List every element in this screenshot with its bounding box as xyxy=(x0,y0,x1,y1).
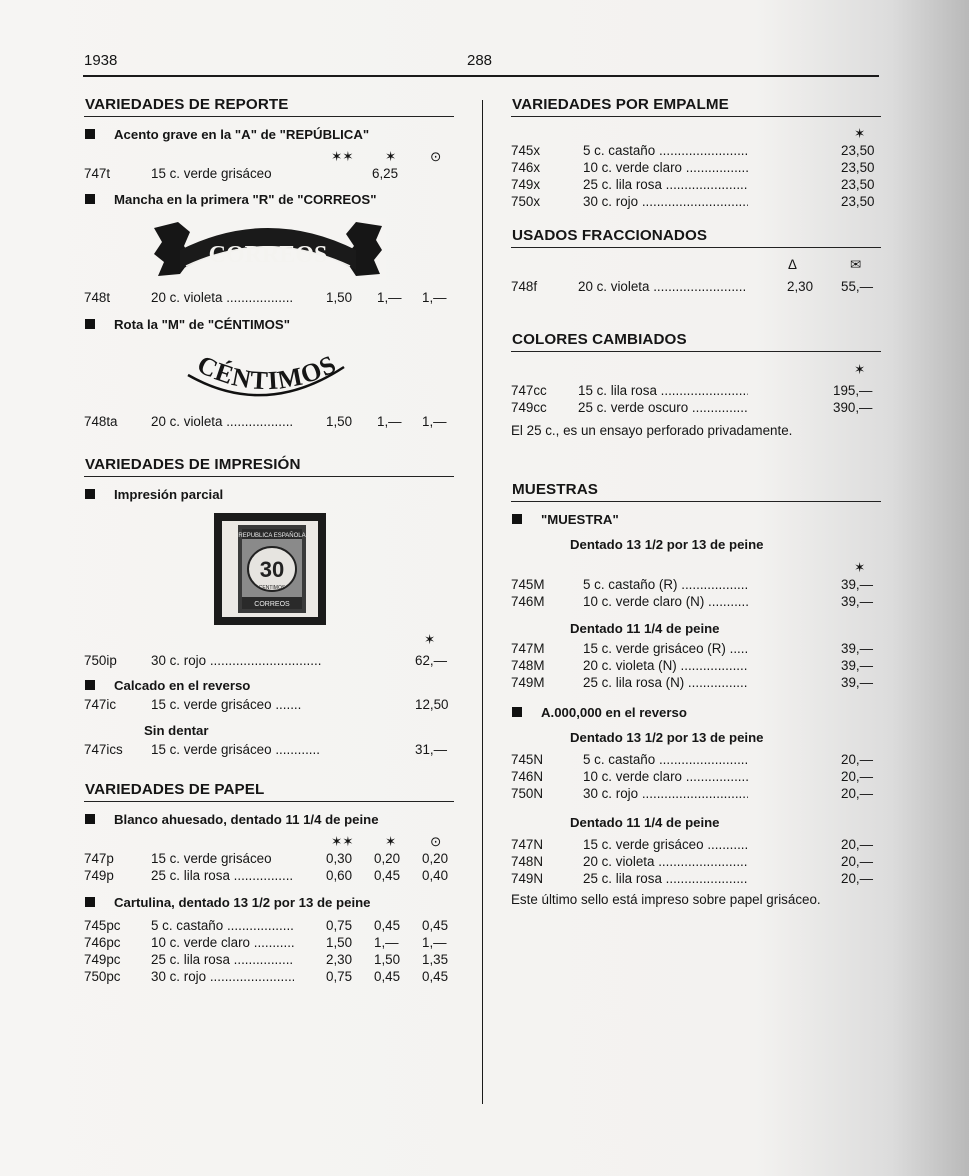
table-row: 749pc 25 c. lila rosa ..... 2,30 1,50 1,35 xyxy=(84,951,454,968)
table-row: 745N 5 c. castaño ..... 20,— xyxy=(511,751,881,768)
section-title-empalme: VARIEDADES POR EMPALME xyxy=(511,96,881,117)
page-number: 288 xyxy=(467,52,493,69)
section-title-fraccionados: USADOS FRACCIONADOS xyxy=(511,227,881,248)
table-row: 746M 10 c. verde claro (N) ..... 39,— xyxy=(511,593,881,610)
table-row: 747p 15 c. verde grisáceo 0,30 0,20 0,20 xyxy=(84,851,449,866)
bullet-square-icon xyxy=(85,680,95,690)
column-symbols: ✶ xyxy=(854,362,866,377)
a000-d2-table xyxy=(511,836,881,887)
subsection-cartulina: Cartulina, dentado 13 1/2 por 13 de peine xyxy=(84,894,454,911)
subheading-dentado-11b: Dentado 11 1/4 de peine xyxy=(570,815,720,830)
stamp-detail-correos xyxy=(150,218,386,280)
column-symbols: ✶ xyxy=(424,632,436,647)
column-symbols: ✶ xyxy=(854,126,866,141)
muestra-d2-table xyxy=(511,640,881,691)
right-column xyxy=(511,96,881,908)
section-title-impresion: VARIEDADES DE IMPRESIÓN xyxy=(84,456,454,477)
subsection-calcado: Calcado en el reverso xyxy=(84,677,454,694)
subheading-dentado-13b: Dentado 13 1/2 por 13 de peine xyxy=(570,730,764,745)
table-row: 746N 10 c. verde claro ..... 20,— xyxy=(511,768,881,785)
svg-text:CENTIMOS: CENTIMOS xyxy=(258,585,286,591)
svg-text:REPUBLICA ESPAÑOLA: REPUBLICA ESPAÑOLA xyxy=(238,533,306,539)
table-row: 747ic 15 c. verde grisáceo ..... 12,50 xyxy=(84,696,454,713)
table-row: 747ics 15 c. verde grisáceo ..... 31,— xyxy=(84,741,454,758)
bullet-square-icon xyxy=(85,489,95,499)
empalme-table xyxy=(511,142,881,210)
table-row: 747t 15 c. verde grisáceo 6,25 xyxy=(84,166,399,181)
a000-d1-table xyxy=(511,751,881,802)
svg-text:CORREOS: CORREOS xyxy=(254,601,290,608)
table-row: 749p 25 c. lila rosa ..... 0,60 0,45 0,40 xyxy=(84,867,454,884)
section-title-cambiados: COLORES CAMBIADOS xyxy=(511,331,881,352)
cartulina-table xyxy=(84,917,454,985)
table-row: 750x 30 c. rojo ..... 23,50 xyxy=(511,193,881,210)
page-year: 1938 xyxy=(84,52,118,69)
envelope-icon: ✉ xyxy=(850,257,862,272)
bullet-square-icon xyxy=(85,129,95,139)
column-symbols: ✶ xyxy=(854,560,866,575)
table-row: 746x 10 c. verde claro ..... 23,50 xyxy=(511,159,881,176)
table-row: 748t 20 c. violeta ..... 1,50 1,— 1,— xyxy=(84,289,454,306)
note-muestras: Este último sello está impreso sobre papel grisáceo. xyxy=(511,892,821,907)
subsection-blanco: Blanco ahuesado, dentado 11 1/4 de peine xyxy=(84,811,454,828)
subsection-a000: A.000,000 en el reverso xyxy=(511,704,881,721)
bullet-square-icon xyxy=(85,814,95,824)
subheading-dentado-11: Dentado 11 1/4 de peine xyxy=(570,621,720,636)
subsection-parcial: Impresión parcial xyxy=(84,486,454,503)
bullet-square-icon xyxy=(85,194,95,204)
bullet-square-icon xyxy=(512,707,522,717)
subsection-sindentar: Sin dentar xyxy=(144,723,209,738)
note-cambiados: El 25 c., es un ensayo perforado privadamente. xyxy=(511,423,793,438)
table-row: 749M 25 c. lila rosa (N) ..... 39,— xyxy=(511,674,881,691)
table-row: 747N 15 c. verde grisáceo ..... 20,— xyxy=(511,836,881,853)
section-title-reporte: VARIEDADES DE REPORTE xyxy=(84,96,454,117)
table-row: 749x 25 c. lila rosa ..... 23,50 xyxy=(511,176,881,193)
table-row: 747cc 15 c. lila rosa ..... 195,— xyxy=(511,382,881,399)
table-row: 750pc 30 c. rojo ..... 0,75 0,45 0,45 xyxy=(84,968,454,985)
table-row: 748M 20 c. violeta (N) ..... 39,— xyxy=(511,657,881,674)
table-row: 749cc 25 c. verde oscuro ..... 390,— xyxy=(511,399,881,416)
column-symbols: Δ ✉ xyxy=(788,257,862,272)
bullet-square-icon xyxy=(85,319,95,329)
left-column xyxy=(84,96,454,985)
subsection-muestra: "MUESTRA" xyxy=(511,511,881,528)
svg-text:CÉNTIMOS: CÉNTIMOS xyxy=(192,349,342,396)
stamp-detail-centimos xyxy=(180,339,350,405)
column-divider xyxy=(482,100,483,1104)
stamp-image-parcial xyxy=(214,513,326,625)
table-row: 748N 20 c. violeta ..... 20,— xyxy=(511,853,881,870)
section-title-muestras: MUESTRAS xyxy=(511,481,881,502)
subsection-acento: Acento grave en la "A" de "REPÚBLICA" xyxy=(84,126,454,143)
section-title-papel: VARIEDADES DE PAPEL xyxy=(84,781,454,802)
table-row: 746pc 10 c. verde claro ..... 1,50 1,— 1,— xyxy=(84,934,454,951)
column-symbols: ✶✶ ✶ ⊙ xyxy=(331,149,442,164)
bullet-square-icon xyxy=(85,897,95,907)
table-row: 750N 30 c. rojo ..... 20,— xyxy=(511,785,881,802)
table-row: 750ip 30 c. rojo ..... 62,— xyxy=(84,652,454,669)
table-row: 745M 5 c. castaño (R) ..... 39,— xyxy=(511,576,881,593)
subsection-mancha: Mancha en la primera "R" de "CORREOS" xyxy=(84,191,454,208)
table-row: 748ta 20 c. violeta ..... 1,50 1,— 1,— xyxy=(84,413,454,430)
table-row: 747M 15 c. verde grisáceo (R) ..... 39,— xyxy=(511,640,881,657)
column-symbols: ✶✶ ✶ ⊙ xyxy=(331,834,442,849)
table-row: 748f 20 c. violeta ..... 2,30 55,— xyxy=(511,278,881,295)
subheading-dentado-13: Dentado 13 1/2 por 13 de peine xyxy=(570,537,764,552)
table-row: 745x 5 c. castaño ..... 23,50 xyxy=(511,142,881,159)
muestra-d1-table xyxy=(511,576,881,610)
table-row: 745pc 5 c. castaño ..... 0,75 0,45 0,45 xyxy=(84,917,454,934)
table-row: 749N 25 c. lila rosa ..... 20,— xyxy=(511,870,881,887)
header-rule xyxy=(83,75,879,77)
bullet-square-icon xyxy=(512,514,522,524)
svg-text:CORREOS: CORREOS xyxy=(208,242,328,268)
svg-text:30: 30 xyxy=(259,557,285,582)
subsection-rota: Rota la "M" de "CÉNTIMOS" xyxy=(84,316,454,333)
